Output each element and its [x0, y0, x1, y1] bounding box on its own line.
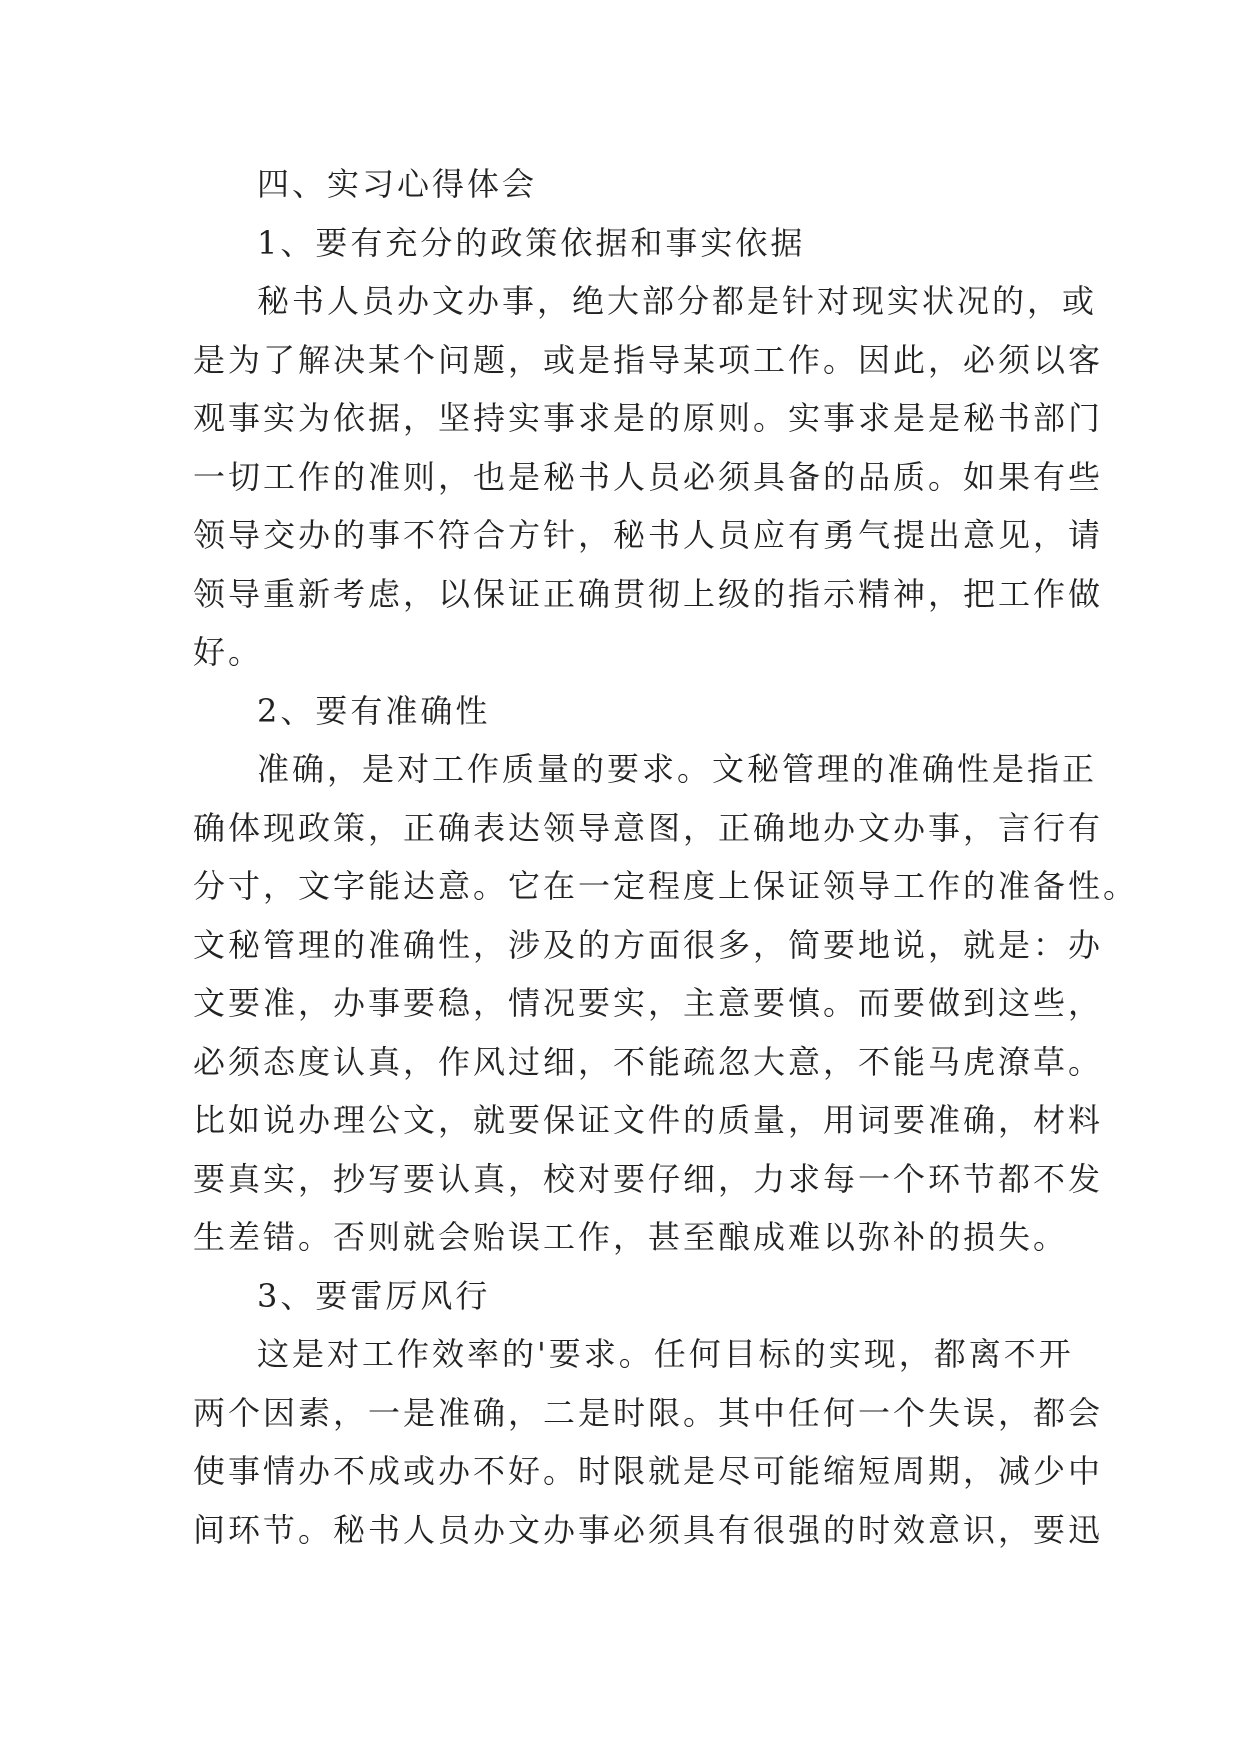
- paragraph-line: 文要准，办事要稳，情况要实，主意要慎。而要做到这些，: [193, 984, 1104, 1022]
- paragraph-line: 两个因素，一是准确，二是时限。其中任何一个失误，都会: [193, 1393, 1104, 1432]
- paragraph-line: 观事实为依据，坚持实事求是的原则。实事求是是秘书部门: [193, 399, 1104, 437]
- paragraph-line: 好。: [193, 633, 264, 671]
- paragraph-line: 必须态度认真，作风过细，不能疏忽大意，不能马虎潦草。: [193, 1042, 1104, 1081]
- paragraph-line: 这是对工作效率的'要求。任何目标的实现，都离不开: [257, 1335, 1074, 1373]
- paragraph-line: 生差错。否则就会贻误工作，甚至酿成难以弥补的损失。: [193, 1218, 1069, 1256]
- paragraph-line: 分寸，文字能达意。它在一定程度上保证领导工作的准备性。: [193, 867, 1139, 905]
- paragraph-line: 一切工作的准则，也是秘书人员必须具备的品质。如果有些: [193, 457, 1104, 496]
- subheading-2: 2、要有准确性: [257, 691, 491, 730]
- paragraph-line: 间环节。秘书人员办文办事必须具有很强的时效意识，要迅: [193, 1510, 1104, 1549]
- section-heading: 四、实习心得体会: [257, 165, 538, 203]
- paragraph-line: 是为了解决某个问题，或是指导某项工作。因此，必须以客: [193, 340, 1104, 379]
- paragraph-line: 确体现政策，正确表达领导意图，正确地办文办事，言行有: [193, 808, 1104, 847]
- paragraph-line: 准确，是对工作质量的要求。文秘管理的准确性是指正: [257, 750, 1098, 788]
- paragraph-line: 秘书人员办文办事，绝大部分都是针对现实状况的，或: [257, 282, 1098, 320]
- paragraph-line: 文秘管理的准确性，涉及的方面很多，简要地说，就是：办: [193, 925, 1104, 964]
- subheading-3: 3、要雷厉风行: [257, 1276, 491, 1315]
- paragraph-line: 要真实，抄写要认真，校对要仔细，力求每一个环节都不发: [193, 1159, 1104, 1198]
- paragraph-line: 使事情办不成或办不好。时限就是尽可能缩短周期，减少中: [193, 1452, 1104, 1490]
- subheading-1: 1、要有充分的政策依据和事实依据: [257, 223, 806, 262]
- paragraph-line: 比如说办理公文，就要保证文件的质量，用词要准确，材料: [193, 1101, 1104, 1139]
- document-body: [193, 155, 1139, 1559]
- paragraph-line: 领导重新考虑，以保证正确贯彻上级的指示精神，把工作做: [193, 574, 1104, 613]
- paragraph-line: 领导交办的事不符合方针，秘书人员应有勇气提出意见，请: [193, 516, 1104, 554]
